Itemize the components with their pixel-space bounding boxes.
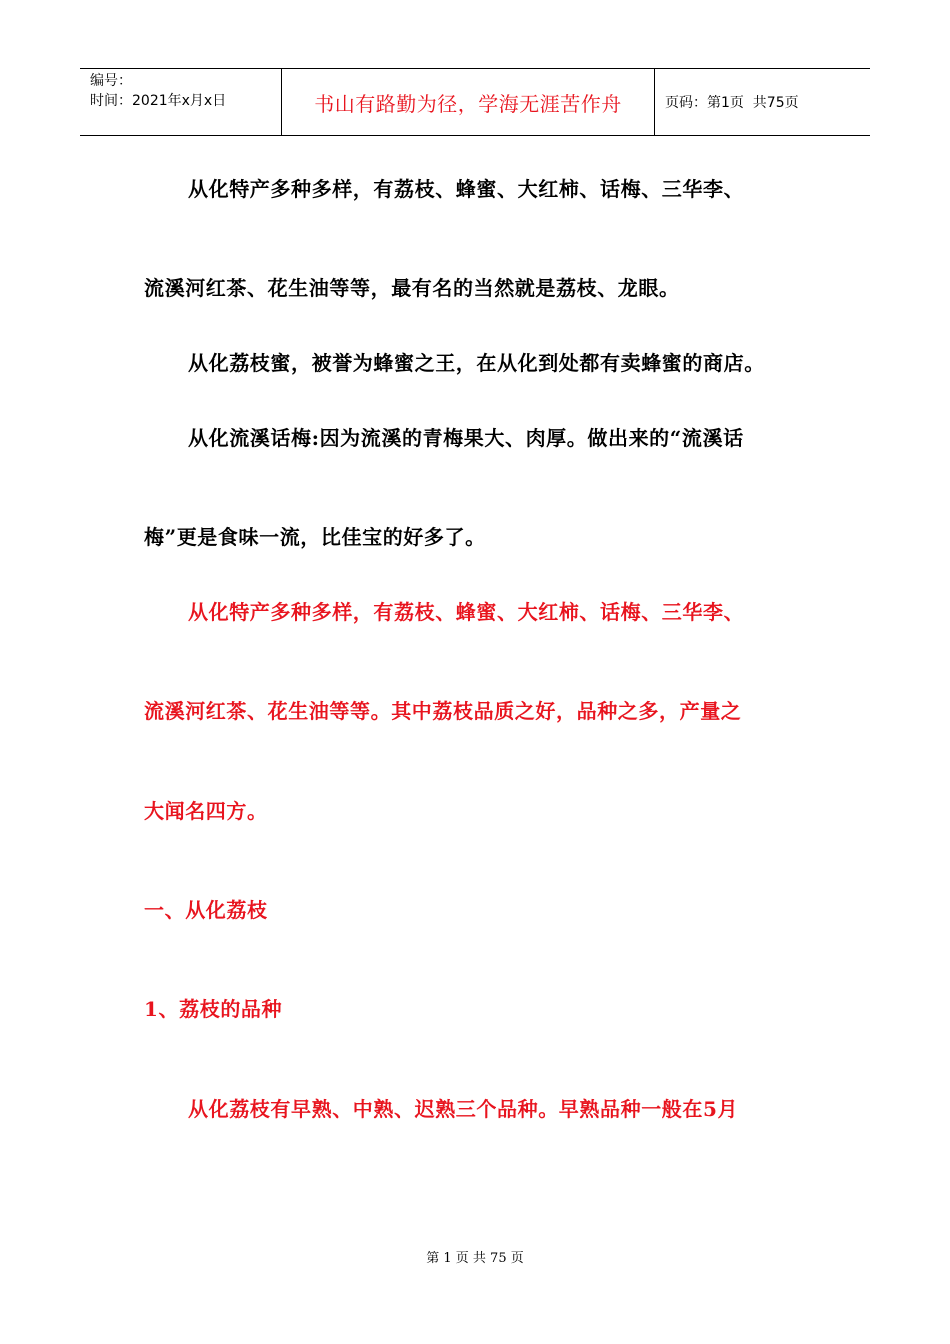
paragraph-line: 从化特产多种多样，有荔枝、蜂蜜、大红柿、话梅、三华李、 [188, 177, 745, 201]
serial-number-label: 编号： [90, 73, 132, 89]
header-page-cell [655, 69, 870, 135]
paragraph-line: 流溪河红茶、花生油等等，最有名的当然就是荔枝、龙眼。 [144, 276, 680, 300]
subsection-heading: 1、荔枝的品种 [144, 997, 283, 1021]
paragraph-line: 从化荔枝蜜，被誉为蜂蜜之王，在从化到处都有卖蜂蜜的商店。 [188, 351, 765, 375]
page-info: 页码：第1页 共75页 [665, 95, 799, 111]
date-text: 时间：2021年x月x日 [90, 93, 227, 109]
header-motto: 书山有路勤为径，学海无涯苦作舟 [314, 91, 622, 116]
paragraph-line: 从化荔枝有早熟、中熟、迟熟三个品种。早熟品种一般在5月 [188, 1097, 739, 1121]
page-footer: 第 1 页 共 75 页 [426, 1251, 524, 1266]
header-meta-cell [80, 69, 282, 135]
page-header [80, 68, 870, 136]
paragraph-line: 从化特产多种多样，有荔枝、蜂蜜、大红柿、话梅、三华李、 [188, 600, 745, 624]
paragraph-line: 流溪河红茶、花生油等等。其中荔枝品质之好，品种之多，产量之 [144, 699, 742, 723]
paragraph-line: 梅”更是食味一流，比佳宝的好多了。 [144, 525, 486, 549]
section-heading: 一、从化荔枝 [144, 898, 268, 922]
header-motto-cell [282, 69, 655, 135]
paragraph-line: 大闻名四方。 [144, 799, 268, 823]
paragraph-line: 从化流溪话梅:因为流溪的青梅果大、肉厚。做出来的“流溪话 [188, 426, 744, 450]
